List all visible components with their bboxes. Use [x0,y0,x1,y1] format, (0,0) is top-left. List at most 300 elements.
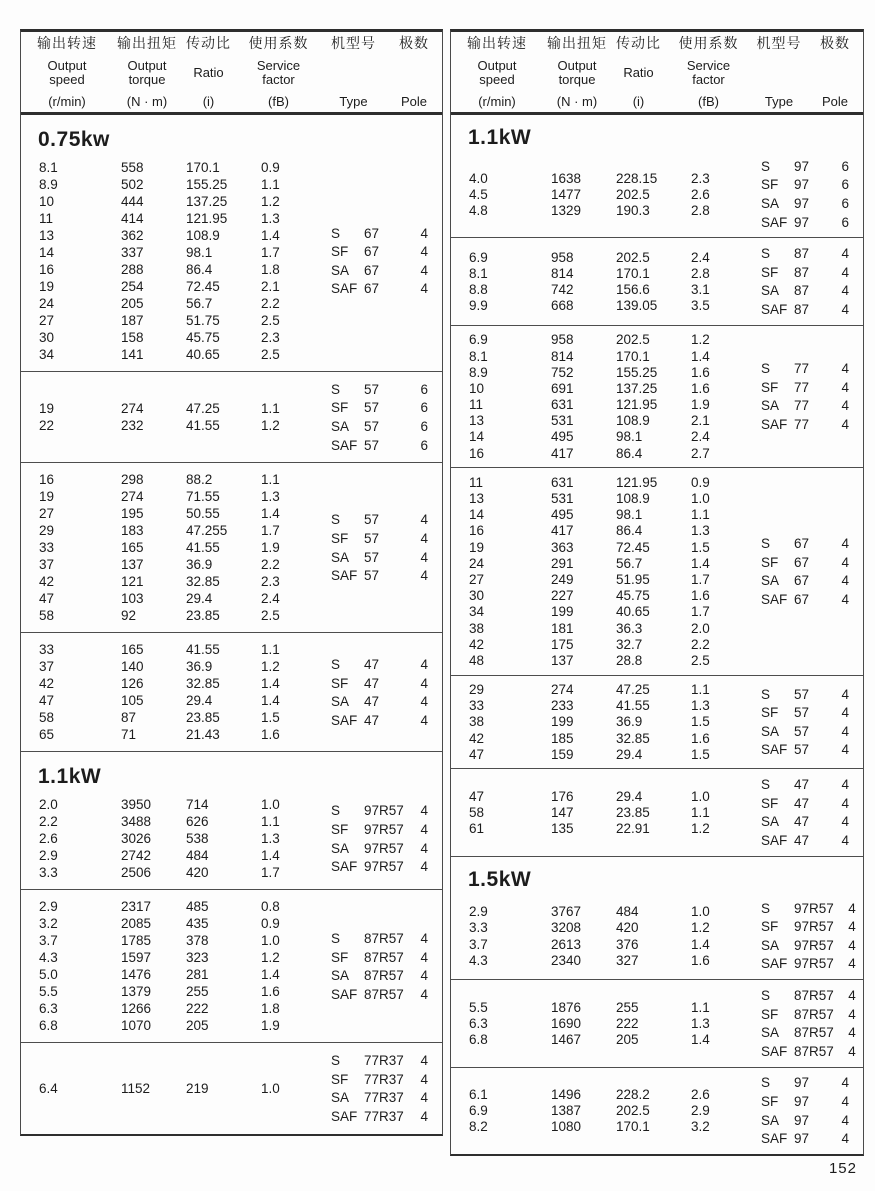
table-row [451,1103,751,1119]
cell-service-factor: 1.0 [261,933,280,949]
type-prefix: SA [761,937,780,953]
cell-output-torque: 3950 [121,797,152,813]
cell-output-torque: 233 [551,698,574,714]
type-list [751,1074,863,1148]
type-model: 47 [364,656,380,672]
cell-service-factor: 1.1 [691,805,710,821]
block-body [451,157,863,231]
type-list [321,655,442,729]
table-row [451,821,751,837]
pole-value: 6 [841,195,849,211]
type-label [751,159,827,174]
cell-service-factor: 1.1 [261,177,280,192]
cell-ratio: 47.25 [186,401,220,417]
type-label [751,814,827,829]
block-body [451,244,863,318]
type-model: 77R37 [364,1090,404,1106]
cell-output-speed: 33 [39,540,55,556]
header-label-en [543,50,611,95]
table-blocks [451,115,863,1154]
type-prefix: SF [761,1006,779,1022]
header-label-en [611,50,666,95]
header-label-cn: 极数 [399,35,429,51]
cell-service-factor: 1.1 [691,507,710,523]
header-cell [321,36,386,109]
type-prefix: SA [331,840,350,856]
power-section-heading: 1.5kW [468,867,532,891]
cell-service-factor: 1.4 [691,936,710,952]
type-row [321,674,428,693]
type-label [751,1113,827,1128]
cell-ratio: 51.95 [616,571,650,587]
cell-output-speed: 61 [469,821,485,837]
cell-output-speed: 8.1 [469,348,488,364]
spec-block [451,115,863,237]
block-body [451,474,863,668]
table-row [451,904,751,920]
cell-output-torque: 205 [121,296,144,311]
cell-ratio: 219 [186,1081,209,1097]
type-row [321,511,428,530]
cell-service-factor: 2.7 [691,445,710,461]
block-body [21,471,442,624]
type-prefix: SF [331,244,349,260]
type-model: 97 [794,1075,810,1091]
type-label [751,177,827,192]
table-row [451,636,751,652]
table-row [21,522,321,539]
header-label-en [236,50,321,95]
cell-output-speed: 47 [39,693,55,709]
cell-output-speed: 10 [39,194,55,209]
cell-output-torque: 1785 [121,933,152,949]
cell-service-factor: 1.2 [261,659,280,675]
cell-ratio: 29.4 [186,693,213,709]
type-label [321,968,406,983]
type-label [751,1044,834,1059]
type-label [321,244,406,259]
cell-ratio: 205 [186,1018,209,1034]
type-label [751,592,827,607]
pole-value: 6 [420,437,428,453]
type-row [321,692,428,711]
pole-value: 4 [420,1090,428,1106]
cell-output-torque: 337 [121,245,144,260]
type-label [751,724,827,739]
cell-service-factor: 1.1 [691,999,710,1015]
cell-output-torque: 71 [121,727,137,743]
cell-output-torque: 147 [551,805,574,821]
cell-service-factor: 1.4 [261,676,280,692]
type-prefix: SAF [761,301,788,317]
cell-ratio: 435 [186,916,209,932]
table-row [21,471,321,488]
type-prefix: SF [761,795,779,811]
cell-output-speed: 22 [39,418,55,434]
cell-service-factor: 1.9 [261,1018,280,1034]
cell-output-speed: 3.2 [39,916,58,932]
table-row [21,709,321,726]
header-cell [21,36,113,109]
cell-output-speed: 11 [469,474,484,490]
cell-output-torque: 814 [551,265,574,281]
type-model: 87R57 [794,1006,834,1022]
type-row [751,685,849,704]
cell-ratio: 190.3 [616,202,650,218]
header-label-en [181,50,236,95]
table-row [21,590,321,607]
type-model: 97R57 [794,900,834,916]
cell-service-factor: 1.5 [691,746,710,762]
cell-output-speed: 42 [39,574,55,590]
table-header [451,32,863,115]
cell-output-speed: 16 [469,445,485,461]
type-model: 77 [794,416,810,432]
cell-output-speed: 27 [469,571,485,587]
header-cell [666,36,751,109]
type-list [321,929,442,1003]
cell-output-torque: 1690 [551,1015,582,1031]
spec-block [451,325,863,468]
cell-ratio: 714 [186,797,209,813]
cell-service-factor: 1.2 [261,418,280,434]
table-row [21,329,321,346]
cell-service-factor: 1.0 [691,788,710,804]
cell-output-speed: 34 [39,347,55,362]
cell-output-torque: 175 [551,636,574,652]
cell-output-torque: 814 [551,348,574,364]
type-prefix: SA [331,1090,350,1106]
cell-output-speed: 58 [469,805,485,821]
type-row [751,703,849,722]
cell-service-factor: 1.8 [261,1001,280,1017]
header-cell [807,36,863,109]
cell-service-factor: 2.1 [261,279,280,294]
table-row [451,186,751,202]
pole-value: 4 [841,1112,849,1128]
cell-ratio: 71.55 [186,489,220,505]
cell-output-torque: 631 [551,397,574,413]
type-list [321,1051,442,1125]
type-model: 77 [794,379,810,395]
table-row [451,588,751,604]
table-row [21,400,321,417]
pole-value: 4 [420,244,428,260]
cell-ratio: 29.4 [186,591,213,607]
pole-value: 6 [420,400,428,416]
cell-output-torque: 288 [121,262,144,277]
pole-value: 4 [841,246,849,262]
table-row [21,573,321,590]
type-model: 97 [794,1131,810,1147]
pole-value: 4 [420,1108,428,1124]
type-model: 57 [364,437,380,453]
type-label [321,694,406,709]
cell-ratio: 170.1 [616,348,650,364]
table-row [21,417,321,434]
cell-service-factor: 1.3 [261,831,280,847]
table-row [21,556,321,573]
cell-output-torque: 137 [121,557,144,573]
type-row [321,655,428,674]
table-row [451,445,751,461]
cell-ratio: 23.85 [616,805,650,821]
type-model: 57 [364,400,380,416]
cell-output-torque: 1876 [551,999,582,1015]
table-row [451,936,751,952]
cell-output-torque: 87 [121,710,137,726]
cell-ratio: 32.85 [186,676,220,692]
cell-service-factor: 1.4 [691,1032,710,1048]
header-label-en [321,50,386,95]
cell-output-torque: 185 [551,730,574,746]
cell-output-torque: 121 [121,574,144,590]
table-row [451,604,751,620]
type-prefix: SAF [761,742,788,758]
cell-ratio: 121.95 [616,474,658,490]
cell-service-factor: 1.0 [261,1081,280,1097]
type-label [751,919,834,934]
type-model: 97 [794,195,810,211]
cell-output-torque: 126 [121,676,144,692]
type-list [751,775,863,849]
type-prefix: SA [761,398,780,414]
table-row [451,265,751,281]
data-rows [451,788,751,837]
type-row [751,1042,856,1061]
spec-table-right [450,29,864,1156]
type-row [321,948,428,967]
cell-ratio: 72.45 [616,539,650,555]
cell-output-speed: 5.5 [469,999,488,1015]
cell-output-speed: 24 [39,296,55,311]
cell-ratio: 40.65 [616,604,650,620]
cell-ratio: 41.55 [616,698,650,714]
cell-service-factor: 2.8 [691,265,710,281]
cell-service-factor: 1.1 [261,472,280,488]
header-label-en [807,50,863,95]
type-row [751,775,849,794]
type-model: 67 [794,554,810,570]
type-prefix: SAF [331,281,358,297]
type-label [751,573,827,588]
header-label-en-line: Service [256,57,301,73]
cell-output-torque: 158 [121,330,144,345]
table-row [451,620,751,636]
cell-output-speed: 4.0 [469,170,488,186]
type-prefix: SAF [761,956,788,972]
cell-output-torque: 1387 [551,1103,582,1119]
type-row [751,936,856,955]
cell-output-torque: 92 [121,608,137,624]
pole-value: 4 [841,591,849,607]
pole-value: 4 [841,1075,849,1091]
cell-ratio: 56.7 [186,296,213,311]
table-row [451,474,751,490]
type-prefix: S [761,777,771,793]
type-prefix: SF [761,554,779,570]
cell-output-torque: 742 [551,282,574,298]
cell-ratio: 98.1 [616,507,643,523]
cell-service-factor: 2.5 [261,347,280,362]
block-body [21,641,442,743]
type-prefix: S [331,930,341,946]
table-row [21,1080,321,1097]
cell-ratio: 202.5 [616,1103,650,1119]
type-row [751,1005,856,1024]
header-label-cn: 输出扭矩 [547,35,607,51]
type-prefix: SF [761,177,779,193]
cell-service-factor: 1.6 [261,727,280,743]
pole-value: 4 [420,1053,428,1069]
cell-ratio: 121.95 [186,211,228,226]
type-prefix: SA [761,195,780,211]
cell-ratio: 23.85 [186,608,220,624]
type-label [321,931,406,946]
cell-output-speed: 27 [39,313,55,328]
cell-output-speed: 24 [469,555,485,571]
cell-output-torque: 291 [551,555,574,571]
table-row [451,714,751,730]
cell-service-factor: 1.4 [261,228,280,243]
type-label [751,555,827,570]
data-rows [451,999,751,1048]
cell-service-factor: 1.1 [261,814,280,830]
cell-output-speed: 6.8 [469,1032,488,1048]
cell-output-speed: 5.5 [39,984,58,1000]
cell-service-factor: 0.9 [261,160,280,175]
type-label [321,1072,406,1087]
table-row [21,488,321,505]
cell-output-torque: 232 [121,418,144,434]
cell-service-factor: 3.2 [691,1119,710,1135]
cell-output-torque: 141 [121,347,144,362]
table-row [451,170,751,186]
pole-value: 4 [420,822,428,838]
data-rows [21,898,321,1034]
data-rows [21,1080,321,1097]
type-label [751,742,827,757]
table-row [21,261,321,278]
cell-output-torque: 1467 [551,1032,582,1048]
pole-value: 4 [841,1131,849,1147]
table-row [21,539,321,556]
cell-output-torque: 159 [551,746,574,762]
header-label-en-line: speed [479,71,515,87]
table-row [21,726,321,743]
table-row [451,249,751,265]
cell-output-speed: 30 [39,330,55,345]
type-model: 77 [794,361,810,377]
type-row [321,417,428,436]
pole-value: 4 [841,777,849,793]
pole-value: 6 [420,381,428,397]
type-row [321,280,428,299]
type-model: 67 [364,262,380,278]
cell-service-factor: 1.6 [691,588,710,604]
cell-output-speed: 48 [469,652,485,668]
cell-service-factor: 1.6 [691,364,710,380]
cell-service-factor: 1.2 [261,194,280,209]
cell-output-speed: 6.8 [39,1018,58,1034]
type-prefix: SAF [331,568,358,584]
header-label-cn: 机型号 [756,35,802,51]
pole-value: 6 [841,177,849,193]
cell-output-speed: 8.9 [39,177,58,192]
type-label [321,419,406,434]
cell-output-speed: 2.9 [39,848,58,864]
type-label [751,215,827,230]
cell-output-speed: 4.3 [39,950,58,966]
type-row [321,711,428,730]
type-prefix: SA [761,814,780,830]
type-prefix: SA [761,573,780,589]
table-row [21,295,321,312]
block-body [451,899,863,973]
type-model: 47 [364,675,380,691]
type-prefix: SF [761,379,779,395]
cell-output-torque: 3208 [551,920,582,936]
cell-service-factor: 1.3 [691,1015,710,1031]
cell-ratio: 228.2 [616,1087,650,1103]
pole-value: 4 [420,568,428,584]
cell-output-speed: 8.1 [469,265,488,281]
cell-output-torque: 417 [551,523,574,539]
type-label [751,988,834,1003]
table-row [451,652,751,668]
cell-output-speed: 6.9 [469,332,488,348]
header-label-en [666,50,751,95]
type-row [751,176,849,195]
type-label [751,1025,834,1040]
type-row [321,1107,428,1126]
pole-value: 4 [420,986,428,1002]
header-label-en-line: Ratio [193,64,224,80]
pole-value: 4 [841,814,849,830]
type-label [751,901,834,916]
type-list [751,899,870,973]
data-rows [451,249,751,314]
cell-output-torque: 1476 [121,967,152,983]
header-unit: (fB) [698,94,719,109]
pole-value: 4 [841,742,849,758]
type-model: 97 [794,214,810,230]
cell-service-factor: 2.8 [691,202,710,218]
cell-output-torque: 2742 [121,848,152,864]
cell-ratio: 137.25 [186,194,228,209]
cell-output-speed: 27 [39,506,55,522]
table-row [451,490,751,506]
cell-output-speed: 8.1 [39,160,58,175]
cell-output-speed: 37 [39,659,55,675]
cell-ratio: 23.85 [186,710,220,726]
type-label [321,841,406,856]
type-row [321,985,428,1004]
table-row [451,682,751,698]
cell-ratio: 155.25 [186,177,228,192]
type-prefix: SAF [761,591,788,607]
table-blocks [21,115,442,1134]
type-prefix: SA [761,1112,780,1128]
cell-service-factor: 1.4 [261,848,280,864]
table-row [21,658,321,675]
header-cell [543,36,611,109]
cell-service-factor: 1.4 [691,555,710,571]
cell-output-torque: 531 [551,491,574,507]
type-prefix: SA [331,549,350,565]
type-row [751,534,849,553]
type-row [321,529,428,548]
